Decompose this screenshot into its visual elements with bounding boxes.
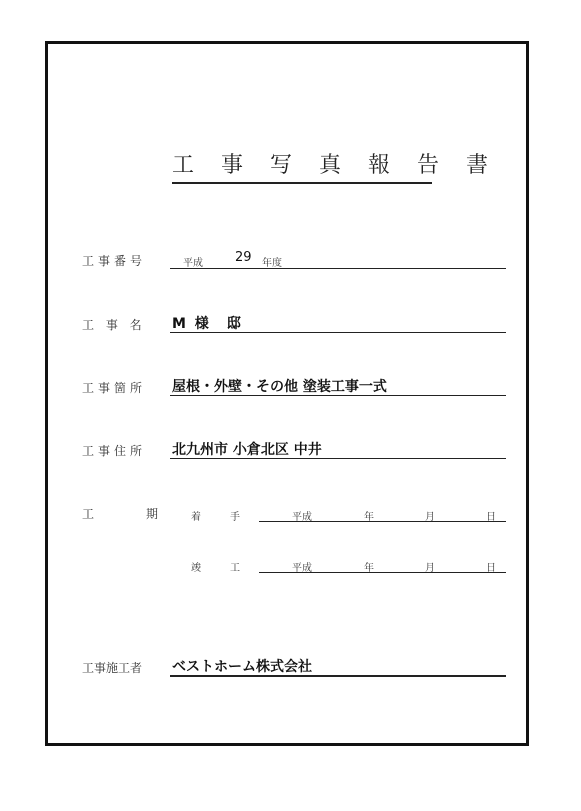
construction-address-value: 北九州市 小倉北区 中井	[172, 442, 322, 458]
period-start-underline	[259, 521, 506, 522]
label-construction-name: 工 事 名	[82, 318, 146, 332]
period-start-label: 着 手	[191, 512, 243, 523]
number-suffix: 年度	[262, 258, 282, 269]
label-construction-location: 工事箇所	[82, 381, 147, 395]
document-title: 工 事 写 真 報 告 書	[172, 148, 432, 184]
number-underline	[170, 268, 506, 269]
period-start-year-unit: 年	[364, 512, 374, 523]
location-underline	[170, 395, 506, 396]
period-end-month-unit: 月	[425, 563, 435, 574]
period-end-year-unit: 年	[364, 563, 374, 574]
period-end-underline	[259, 572, 506, 573]
period-start-era: 平成	[292, 512, 312, 523]
address-underline	[170, 458, 506, 459]
label-construction-address: 工事住所	[82, 444, 147, 458]
number-year: 29	[235, 250, 252, 265]
label-construction-number: 工事番号	[82, 254, 147, 268]
label-contractor: 工事施工者	[82, 661, 143, 675]
period-start-day-unit: 日	[486, 512, 496, 523]
period-end-era: 平成	[292, 563, 312, 574]
contractor-value: ベストホーム株式会社	[172, 659, 312, 675]
period-start-month-unit: 月	[425, 512, 435, 523]
contractor-underline	[170, 675, 506, 677]
period-end-day-unit: 日	[486, 563, 496, 574]
number-era: 平成	[183, 258, 203, 269]
construction-location-value: 屋根・外壁・その他 塗装工事一式	[172, 379, 387, 395]
name-underline	[170, 332, 506, 333]
label-construction-period: 工 期	[82, 507, 163, 521]
period-end-label: 竣 工	[191, 563, 243, 574]
construction-name-value: M 様 邸	[172, 316, 243, 332]
